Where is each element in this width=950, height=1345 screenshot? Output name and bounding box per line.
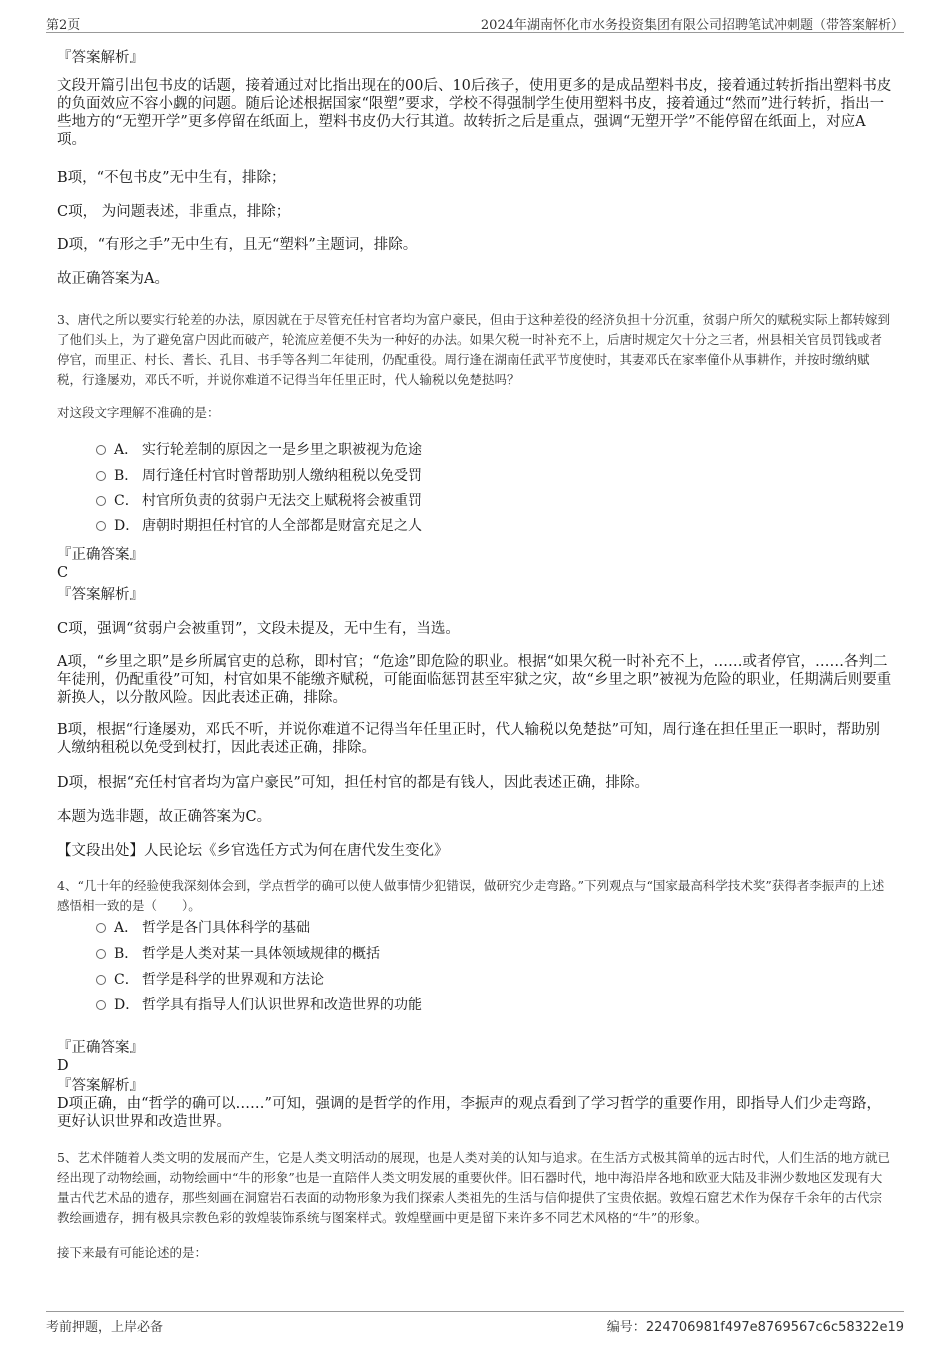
radio-icon[interactable] <box>96 1000 106 1010</box>
q5-stem: 5、艺术伴随着人类文明的发展而产生，它是人类文明活动的展现，也是人类对美的认知与追求。在生活方式极其简单的远古时代，人们生活的地方就已经出现了动物绘画，动物绘画中“牛的形象”也是一直陪伴人类文明发展的重要伙伴。旧石器时代，地中海沿岸各地和欧亚大陆及非洲少数地区发现有大量古代艺术品的遗存，那些刻画在洞窟岩石表面的动物形象为我们探索人类祖先的生活与信仰提供了宝贵依据。敦煌石窟艺术作为保存千余年的古代宗教绘画遗存，拥有极具宗教色彩的敦煌装饰系统与图案样式。敦煌壁画中更是留下来许多不同艺术风格的“牛”的形象。 <box>57 1150 890 1225</box>
footer-slogan: 考前押题，上岸必备 <box>46 1320 164 1335</box>
radio-icon[interactable] <box>96 975 106 985</box>
q3-conclusion: 本题为选非题，故正确答案为C。 <box>57 809 272 825</box>
q3-option-c[interactable]: C． 村官所负责的贫弱户无法交上赋税将会被重罚 <box>96 492 422 510</box>
footer-code: 编号：224706981f497e8769567c6c58322e19 <box>606 1320 904 1335</box>
q3-stem: 3、唐代之所以要实行轮差的办法，原因就在于尽管充任村官者均为富户豪民，但由于这种差役的经济负担十分沉重，贫弱户所欠的赋税实际上都转嫁到了他们头上，为了避免富户因此而破产，轮流应差便不失为一种好的办法。如果欠税一时补充不上，后唐时规定欠十分之三者，州县相关官员罚钱或者停官，而里正、村长、耆长、孔目、书手等各判二年徒刑，仍配重役。周行逢在湖南任武平节度使时，其妻邓氏在家率僮仆从事耕作，并按时缴纳赋税，行逢屡劝，邓氏不听，并说你难道不记得当年任里正时，代人输税以免楚挞吗？ <box>57 312 890 387</box>
q4-answer: D <box>57 1058 69 1074</box>
q3-analysis-d: D项，根据“充任村官者均为富户豪民”可知，担任村官的都是有钱人，因此表述正确，排除。 <box>57 775 649 791</box>
radio-icon[interactable] <box>96 471 106 481</box>
q3-analysis-c: C项，强调“贫弱户会被重罚”，文段未提及，无中生有，当选。 <box>57 621 460 637</box>
q3-option-a[interactable]: A． 实行轮差制的原因之一是乡里之职被视为危途 <box>96 441 422 459</box>
q3-source: 【文段出处】人民论坛《乡官选任方式为何在唐代发生变化》 <box>57 843 449 859</box>
q4-option-c[interactable]: C． 哲学是科学的世界观和方法论 <box>96 971 324 989</box>
q2-analysis-label: 『答案解析』 <box>57 50 144 66</box>
q3-prompt: 对这段文字理解不准确的是： <box>57 405 220 420</box>
q3-answer-label: 『正确答案』 <box>57 547 144 563</box>
q2-analysis-b: B项，“不包书皮”无中生有，排除； <box>57 170 286 186</box>
radio-icon[interactable] <box>96 521 106 531</box>
q4-analysis-label: 『答案解析』 <box>57 1078 144 1094</box>
q2-analysis-text: 文段开篇引出包书皮的话题，接着通过对比指出现在的00后、10后孩子，使用更多的是成品塑料书皮，接着通过转折指出塑料书皮的负面效应不容小觑的问题。随后论述根据国家“限塑”要求，学校不得强制学生使用塑料书皮，接着通过“然而”进行转折，指出一些地方的“无塑开学”更多停留在纸面上，塑料书皮仍大行其道。故转折之后是重点，强调“无塑开学”不能停留在纸面上，对应A项。 <box>57 78 892 148</box>
q5-prompt: 接下来最有可能论述的是： <box>57 1245 208 1260</box>
q4-option-a[interactable]: A． 哲学是各门具体科学的基础 <box>96 919 310 937</box>
radio-icon[interactable] <box>96 496 106 506</box>
radio-icon[interactable] <box>96 923 106 933</box>
q4-answer-label: 『正确答案』 <box>57 1040 144 1056</box>
q3-option-d[interactable]: D． 唐朝时期担任村官的人全部都是财富充足之人 <box>96 517 422 535</box>
q3-analysis-a: A项，“乡里之职”是乡所属官吏的总称，即村官；“危途”即危险的职业。根据“如果欠税一时补充不上，……或者停官，……各判二年徒刑，仍配重役”可知，村官如果不能缴齐赋税，可能面临惩罚甚至牢狱之灾，故“乡里之职”被视为危险的职业，任期满后则要重新换人，以分散风险。因此表述正确，排除。 <box>57 654 892 706</box>
radio-icon[interactable] <box>96 949 106 959</box>
q4-option-b[interactable]: B． 哲学是人类对某一具体领域规律的概括 <box>96 945 380 963</box>
q4-stem: 4、“几十年的经验使我深刻体会到，学点哲学的确可以使人做事情少犯错误，做研究少走弯路。”下列观点与“国家最高科学技术奖”获得者李振声的上述感悟相一致的是（ ）。 <box>57 878 885 913</box>
page-number: 第2页 <box>46 18 81 33</box>
page-footer <box>46 1311 904 1336</box>
q3-analysis-label: 『答案解析』 <box>57 587 144 603</box>
q2-analysis-d: D项，“有形之手”无中生有，且无“塑料”主题词，排除。 <box>57 237 418 253</box>
q3-answer: C <box>57 565 69 581</box>
q2-analysis-c: C项， 为问题表述，非重点，排除； <box>57 204 291 220</box>
q3-option-b[interactable]: B． 周行逢任村官时曾帮助别人缴纳租税以免受罚 <box>96 467 422 485</box>
q3-analysis-b: B项，根据“行逢屡劝，邓氏不听，并说你难道不记得当年任里正时，代人输税以免楚挞”可知，周行逢在担任里正一职时，帮助别人缴纳租税以免受到杖打，因此表述正确，排除。 <box>57 722 880 756</box>
q4-option-d[interactable]: D． 哲学具有指导人们认识世界和改造世界的功能 <box>96 996 422 1014</box>
radio-icon[interactable] <box>96 445 106 455</box>
q2-conclusion: 故正确答案为A。 <box>57 271 169 287</box>
document-title: 2024年湖南怀化市水务投资集团有限公司招聘笔试冲刺题（带答案解析） <box>480 18 904 33</box>
page-header <box>46 12 904 33</box>
q4-analysis: D项正确，由“哲学的确可以……”可知，强调的是哲学的作用，李振声的观点看到了学习哲学的重要作用，即指导人们少走弯路，更好认识世界和改造世界。 <box>57 1096 881 1130</box>
